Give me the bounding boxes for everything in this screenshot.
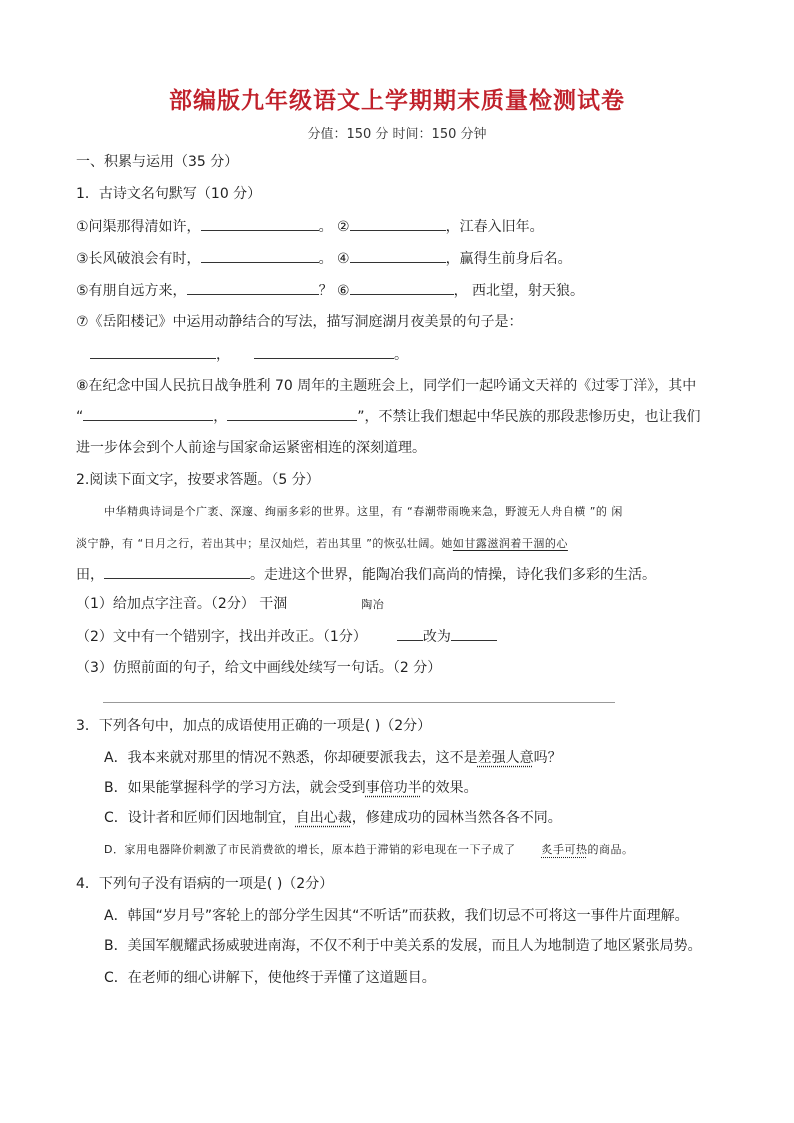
prompt-text: ①问渠那得清如许， [76, 219, 201, 235]
prompt-text: ？ ⑥ [318, 283, 350, 299]
question-1-line-1 [76, 216, 544, 237]
subquestion-text: （2）文中有一个错别字，找出并改正。（1分） [76, 629, 367, 645]
answer-blank[interactable] [397, 626, 423, 641]
question-4-heading: 4．下列句子没有语病的一项是( )（2分） [76, 876, 334, 892]
subquestion-text: 改为 [422, 629, 451, 645]
option-text: 的商品。 [587, 843, 634, 856]
subquestion-3: （3）仿照前面的句子，给文中画线处续写一句话。（2 分） [76, 660, 442, 676]
question-1-line-4: ⑦《岳阳楼记》中运用动静结合的写法，描写洞庭湖月夜美景的句子是： [76, 314, 523, 330]
option-b [104, 778, 478, 798]
answer-blank[interactable] [227, 406, 357, 421]
question-3-heading: 3．下列各句中，加点的成语使用正确的一项是( )（2分） [76, 718, 432, 734]
prompt-text: ， [216, 347, 230, 363]
exam-info: 分值：150 分 时间：150 分钟 [307, 127, 487, 142]
answer-blank[interactable] [350, 216, 446, 231]
prompt-text: ， [213, 409, 228, 425]
prompt-text: ，江春入旧年。 [445, 219, 544, 235]
passage-line-2 [76, 534, 568, 554]
prompt-text: ， 西北望，射天狼。 [453, 283, 585, 299]
question-1-heading: 1．古诗文名句默写（10 分） [76, 186, 262, 202]
underlined-passage-text: 如甘露滋润着干涸的心 [452, 537, 568, 550]
passage-text: 田， [76, 567, 104, 583]
option-text: B．如果能掌握科学的学习方法，就会受到 [104, 780, 366, 796]
prompt-text: 。 [394, 347, 408, 363]
option-text: 吗？ [533, 750, 562, 766]
question-1-line-7 [76, 406, 701, 427]
page-title: 部编版九年级语文上学期期末质量检测试卷 [169, 87, 625, 114]
option-c [104, 808, 562, 828]
question-1-line-3 [76, 280, 584, 301]
answer-blank[interactable] [201, 248, 319, 263]
prompt-text: ”，不禁让我们想起中华民族的那段悲惨历史，也让我们 [357, 409, 701, 425]
question-1-line-5 [90, 344, 408, 365]
dotted-idiom: 炙手可热 [541, 843, 588, 856]
subquestion-term: 陶冶 [361, 598, 385, 611]
answer-blank[interactable] [451, 626, 497, 641]
dotted-idiom: 差强人意 [477, 750, 534, 766]
question-1-line-8: 进一步体会到个人前途与国家命运紧密相连的深刻道理。 [76, 440, 426, 456]
prompt-text: ③长风破浪会有时， [76, 251, 201, 267]
question-1-line-6: ⑧在纪念中国人民抗日战争胜利 70 周年的主题班会上，同学们一起吟诵文天祥的《过零丁洋》，其中 [76, 378, 697, 394]
passage-line-1: 中华精典诗词是个广袤、深邃、绚丽多彩的世界。这里，有 “春潮带雨晚来急，野渡无人舟自横 ”的 闲 [104, 505, 623, 518]
answer-blank[interactable] [350, 248, 446, 263]
answer-blank[interactable] [350, 280, 454, 295]
prompt-text: 。 ④ [318, 251, 350, 267]
passage-line-3 [76, 564, 656, 585]
section-heading: 一、积累与运用（35 分） [76, 154, 239, 170]
subquestion-1 [76, 594, 384, 615]
answer-blank[interactable] [254, 344, 394, 359]
option-text: D．家用电器降价刺激了市民消费欲的增长，原本趋于滞销的彩电现在一下子成了 [104, 843, 516, 856]
dotted-idiom: 事倍功半 [365, 780, 422, 796]
prompt-text: 。 ② [318, 219, 350, 235]
question-2-heading: 2.阅读下面文字，按要求答题。（5 分） [76, 472, 320, 488]
passage-text: 淡宁静，有 “日月之行，若出其中；星汉灿烂，若出其里 ”的恢弘壮阔。她 [76, 537, 453, 550]
option-a [104, 748, 562, 768]
option-text: C．设计者和匠师们因地制宜， [104, 810, 296, 826]
option-b: B．美国军舰耀武扬威驶进南海，不仅不利于中美关系的发展，而且人为地制造了地区紧张局势。 [104, 938, 702, 954]
dotted-idiom: 自出心裁 [295, 810, 352, 826]
option-text: 的效果。 [421, 780, 478, 796]
answer-blank[interactable] [187, 280, 319, 295]
prompt-text: ，赢得生前身后名。 [445, 251, 572, 267]
option-d [104, 840, 633, 860]
subquestion-2 [76, 626, 497, 647]
option-text: ，修建成功的园林当然各各不同。 [351, 810, 562, 826]
answer-blank[interactable] [104, 564, 250, 579]
option-a: A．韩国“岁月号”客轮上的部分学生因其“不听话”而获救，我们切忌不可将这一事件片面理解。 [104, 908, 689, 924]
answer-blank[interactable] [83, 406, 213, 421]
prompt-text: ⑤有朋自远方来， [76, 283, 187, 299]
answer-blank[interactable] [90, 344, 216, 359]
answer-line[interactable] [103, 702, 615, 703]
answer-blank[interactable] [201, 216, 319, 231]
question-1-line-2 [76, 248, 572, 269]
passage-text: 。走进这个世界，能陶冶我们高尚的情操，诗化我们多彩的生活。 [250, 567, 656, 583]
subquestion-text: （1）给加点字注音。（2分） 干涸 [76, 596, 288, 612]
prompt-text: “ [76, 409, 84, 425]
option-c: C．在老师的细心讲解下，使他终于弄懂了这道题目。 [104, 970, 436, 986]
option-text: A．我本来就对那里的情况不熟悉，你却硬要派我去，这不是 [104, 750, 478, 766]
